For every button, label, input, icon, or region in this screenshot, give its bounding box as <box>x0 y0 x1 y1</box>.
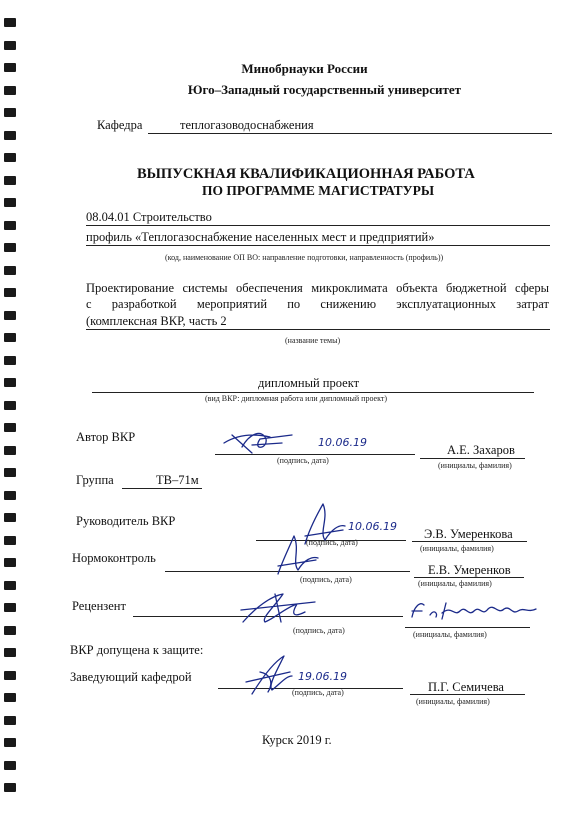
city-year: Курск 2019 г. <box>262 733 332 747</box>
binding-hole <box>4 468 16 477</box>
supervisor-sign-date: 10.06.19 <box>348 520 397 533</box>
author-name-line <box>420 458 525 459</box>
work-type-caption: (вид ВКР: дипломная работа или дипломный проект) <box>205 394 388 403</box>
binding-hole <box>4 581 16 590</box>
admission-label: ВКР допущена к защите: <box>70 643 204 657</box>
head-signature <box>240 652 300 698</box>
topic-caption: (название темы) <box>285 336 341 345</box>
work-type-line <box>92 392 534 393</box>
reviewer-name-handwritten <box>408 595 548 625</box>
binding-hole <box>4 446 16 455</box>
binding-hole <box>4 176 16 185</box>
ministry-name: Минобрнауки России <box>241 61 368 76</box>
binding-hole <box>4 378 16 387</box>
supervisor-name-line <box>412 541 527 542</box>
binding-hole <box>4 536 16 545</box>
group-value: ТВ–71м <box>156 473 199 487</box>
binding-hole <box>4 108 16 117</box>
university-name: Юго–Западный государственный университет <box>187 82 462 97</box>
department-value: теплогазоводоснабжения <box>180 118 314 132</box>
direction-line <box>86 225 550 226</box>
reviewer-label: Рецензент <box>72 599 126 613</box>
binding-hole <box>4 243 16 252</box>
normcontrol-label: Нормоконтроль <box>72 551 156 565</box>
department-label: Кафедра <box>97 118 143 132</box>
topic-line <box>86 329 550 330</box>
binding-holes <box>0 0 20 819</box>
author-signature <box>222 425 312 455</box>
author-sign-caption: (подпись, дата) <box>277 456 329 465</box>
normcontrol-sign-caption: (подпись, дата) <box>300 575 352 584</box>
head-name-line <box>410 694 525 695</box>
normcontrol-name: Е.В. Умеренков <box>428 563 511 577</box>
reviewer-signature <box>235 588 325 628</box>
work-title-line2: ПО ПРОГРАММЕ МАГИСТРАТУРЫ <box>202 183 435 198</box>
author-sign-date: 10.06.19 <box>318 436 367 449</box>
binding-hole <box>4 693 16 702</box>
binding-hole <box>4 671 16 680</box>
binding-hole <box>4 198 16 207</box>
reviewer-sign-caption: (подпись, дата) <box>293 626 345 635</box>
binding-hole <box>4 333 16 342</box>
binding-hole <box>4 738 16 747</box>
head-name-caption: (инициалы, фамилия) <box>416 697 490 706</box>
binding-hole <box>4 491 16 500</box>
binding-hole <box>4 131 16 140</box>
direction-profile: профиль «Теплогазоснабжение населенных мест и предприятий» <box>86 230 435 244</box>
profile-line <box>86 245 550 246</box>
normcontrol-name-line <box>414 577 524 578</box>
work-title-line1: ВЫПУСКНАЯ КВАЛИФИКАЦИОННАЯ РАБОТА <box>137 166 475 182</box>
binding-hole <box>4 311 16 320</box>
supervisor-label: Руководитель ВКР <box>76 514 176 528</box>
binding-hole <box>4 648 16 657</box>
supervisor-name-caption: (инициалы, фамилия) <box>420 544 494 553</box>
supervisor-sign-caption: (подпись, дата) <box>306 538 358 547</box>
supervisor-name: Э.В. Умеренкова <box>424 527 513 541</box>
head-name: П.Г. Семичева <box>428 680 504 694</box>
author-label: Автор ВКР <box>76 430 136 444</box>
reviewer-name-caption: (инициалы, фамилия) <box>413 630 487 639</box>
topic-line3: (комплексная ВКР, часть 2 <box>86 314 227 328</box>
binding-hole <box>4 626 16 635</box>
binding-hole <box>4 603 16 612</box>
group-label: Группа <box>76 473 114 487</box>
department-line <box>148 133 552 134</box>
binding-hole <box>4 356 16 365</box>
reviewer-name-line <box>405 627 530 628</box>
topic-line1: Проектирование системы обеспечения микроклимата объекта бюджетной сферы <box>86 281 549 295</box>
normcontrol-signature <box>270 534 330 576</box>
topic-line2: с разработкой мероприятий по снижению эксплуатационных затрат <box>86 297 549 311</box>
binding-hole <box>4 18 16 27</box>
work-type-value: дипломный проект <box>258 376 360 390</box>
head-sign-date: 19.06.19 <box>298 670 347 683</box>
head-label: Заведующий кафедрой <box>70 670 192 684</box>
binding-hole <box>4 558 16 567</box>
binding-hole <box>4 41 16 50</box>
binding-hole <box>4 288 16 297</box>
head-sign-caption: (подпись, дата) <box>292 688 344 697</box>
binding-hole <box>4 783 16 792</box>
author-name: А.Е. Захаров <box>447 443 515 457</box>
binding-hole <box>4 761 16 770</box>
group-line <box>122 488 202 489</box>
normcontrol-name-caption: (инициалы, фамилия) <box>418 579 492 588</box>
author-name-caption: (инициалы, фамилия) <box>438 461 512 470</box>
binding-hole <box>4 513 16 522</box>
direction-caption: (код, наименование ОП ВО: направление подготовки, направленность (профиль)) <box>165 253 444 262</box>
binding-hole <box>4 153 16 162</box>
binding-hole <box>4 423 16 432</box>
direction-code: 08.04.01 Строительство <box>86 210 212 224</box>
binding-hole <box>4 716 16 725</box>
binding-hole <box>4 266 16 275</box>
binding-hole <box>4 221 16 230</box>
binding-hole <box>4 401 16 410</box>
